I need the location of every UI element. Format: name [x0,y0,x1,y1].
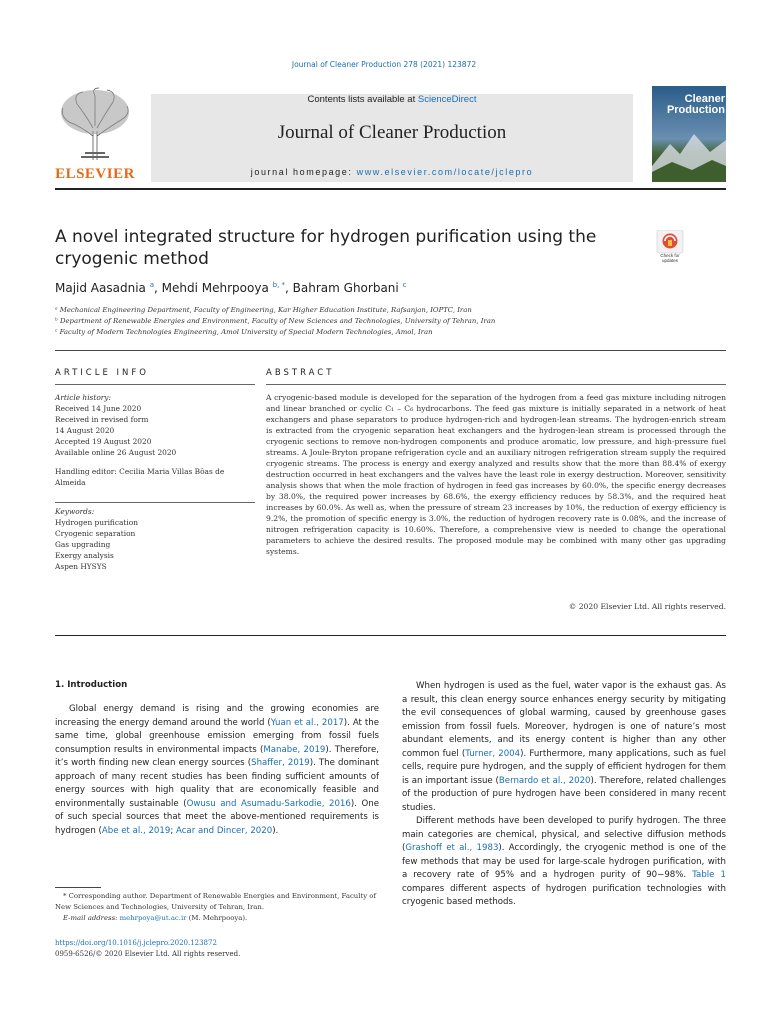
divider [55,635,726,636]
citation-link[interactable]: Abe et al., 2019 [101,825,171,836]
citation-link[interactable]: Turner, 2004 [465,748,521,759]
citation-link[interactable]: Shaffer, 2019 [251,758,310,768]
citation-link[interactable]: Yuan et al., 2017 [270,717,344,728]
email-suffix: (M. Mehrpooya). [186,914,248,922]
divider [55,502,255,503]
history-label: Article history: [55,393,111,402]
journal-citation[interactable]: Journal of Cleaner Production 278 (2021) 123872 [291,60,477,69]
footnote-rule [55,887,101,888]
author-name[interactable]: Majid Aasadnia [55,281,146,295]
email-link[interactable]: mehrpoya@ut.ac.ir [119,914,187,922]
homepage-prefix: journal homepage: [250,167,357,177]
citation-link[interactable]: Manabe, 2019 [263,744,326,755]
history-item: Received in revised form [55,415,149,424]
author-list: Majid Aasadnia $^a$, Mehdi Mehrpooya $^{b, *}$, Bahram Ghorbani $^c$ [55,281,407,295]
citation-link[interactable]: Grashoff et al., 1983 [405,843,499,853]
abstract-text: A cryogenic-based module is developed for the separation of the hydrogen from a feed gas mixture including nitrogen and linear branched or cyclic C₁ – C₆ hydrocarbons. The feed gas mixture is initially separated in a network of heat exchangers and phase separators to produce hydrogen-rich and hydrogen-lean streams. The hydrogen-enrich stream is extracted from the cryogenic separation heat exchangers and the hydrogen-lean stream is processed through the cryogenic sections to remove non-hydrogen components and produce aromatic, low pressure, and high-pressure fuel streams. A Joule-Bryton propane refrigeration cycle and an auxiliary nitrogen refrigeration stream supply the required cryogenic streams. The process is energy and exergy analyzed and results show that the more than 88.4% of exergy destruction occurred in heat exchangers and the valves have the least role in exergy destruction. Moreover, sensitivity analysis shows that when the mole fraction of hydrogen in feed gas increases by 60.0%, the specific energy decreases by 38.0%, the required power increases by 68.6%, the exergy efficiency reduces by 58.3%, and the required heat increases by 60.0%. As well as, when the pressure of stream 23 increases by 10%, the reduction of exergy efficiency is 9.2%, the promotion of specific energy is 3.0%, the reduction of hydrogen recovery rate is 0.08%, and the increase of nitrogen refrigeration capacity is 10.60%. Therefore, a comprehensive view is needed to change the operational parameters to achieve the desired results. The proposed module may be combined with many other gas upgrading systems. [266,393,726,556]
affiliation: ᵃ Mechanical Engineering Department, Faculty of Engineering, Kar Higher Education Institute, Rafsanjan, IOPTC, Iran [55,306,472,314]
article-history [55,392,255,458]
abstract-copyright: © 2020 Elsevier Ltd. All rights reserved. [568,602,726,611]
author-affil-mark[interactable]: a [149,281,155,289]
homepage-link[interactable]: www.elsevier.com/locate/jclepro [356,167,534,177]
keyword: Exergy analysis [55,551,114,560]
affiliation: ᵇ Department of Renewable Energies and Environment, Faculty of New Sciences and Technologies, University of Tehran, Iran [55,317,496,325]
elsevier-logo [55,86,135,182]
contents-prefix: Contents lists available at [307,94,418,105]
history-item: Accepted 19 August 2020 [55,437,152,446]
citation-link[interactable]: Table 1 [692,870,726,880]
divider [266,384,726,385]
keyword: Hydrogen purification [55,518,138,527]
sciencedirect-link[interactable]: ScienceDirect [417,94,477,105]
check-for-updates-icon [653,230,687,254]
affiliations [55,305,726,338]
abstract-heading: ABSTRACT [266,368,335,378]
cover-title-line-2: Production [666,104,725,116]
journal-name: Journal of Cleaner Production [277,122,507,143]
check-for-updates-badge[interactable] [653,230,687,266]
author-affil-mark[interactable]: b, * [272,281,286,289]
doi-link[interactable]: https://doi.org/10.1016/j.jclepro.2020.123872 [55,939,217,947]
keywords-label: Keywords: [55,507,95,516]
badge-text: Check for updates [660,253,680,263]
mountain-icon [652,126,726,182]
header-rule [55,188,726,190]
handling-editor: Handling editor: Cecilia Maria Villas Bôas de Almeida [55,467,225,487]
author-affil-mark[interactable]: c [402,281,407,289]
keyword: Aspen HYSYS [55,562,107,571]
footnote-email-line [55,913,379,924]
elsevier-tree-icon [55,86,135,162]
footnote [55,891,379,924]
cover-title-line-1: Cleaner [684,93,725,105]
body-column-right [402,680,726,910]
divider [55,350,726,351]
section-heading-introduction: 1. Introduction [55,680,128,690]
paragraph: Different methods have been developed to purify hydrogen. The three main categories are chemical, physical, and selective diffusion methods (Grashoff et al., 1983). Accordingly, the cryogenic method is one of the few methods that may be used for large-scale hydrogen purification, with a recovery rate of 95% and a hydrogen purity of 90−98%. Table 1 compares different aspects of hydrogen purification technologies with cryogenic based methods. [402,816,726,907]
contents-line [151,94,633,105]
keyword: Cryogenic separation [55,529,136,538]
keyword: Gas upgrading [55,540,111,549]
cover-title [655,94,725,116]
journal-cover[interactable] [652,86,726,182]
publisher-name: ELSEVIER [55,166,135,182]
affiliation: ᶜ Faculty of Modern Technologies Engineering, Amol University of Special Modern Technologies, Amol, Iran [55,328,433,336]
citation-link[interactable]: Acar and Dincer, 2020 [175,825,273,836]
history-item: Received 14 June 2020 [55,404,142,413]
divider [55,384,255,385]
article-info-heading: ARTICLE INFO [55,368,149,378]
author-name[interactable]: Mehdi Mehrpooya [161,281,269,295]
issn-line: 0959-6526/© 2020 Elsevier Ltd. All rights reserved. [55,949,241,958]
author-name[interactable]: Bahram Ghorbani [292,281,399,295]
citation-link[interactable]: Bernardo et al., 2020 [498,775,591,786]
article-title: A novel integrated structure for hydrogen purification using the cryogenic method [55,227,597,269]
paragraph: When hydrogen is used as the fuel, water vapor is the exhaust gas. As a result, this clean energy source enhances energy security by mitigating the evil consequences of global warming, caused by greenhouse gases emission from fossil fuels. Moreover, hydrogen is one of nature’s most abundant elements, and its energy content is higher than any other common fuel (Turner, 2004). Furthermore, many applications, such as fuel cells, require pure hydrogen, and the supply of efficient hydrogen for them is an important issue (Bernardo et al., 2020). Therefore, related challenges of the production of pure hydrogen have been considered in many recent studies. [402,681,727,813]
history-item: Available online 26 August 2020 [55,448,177,457]
homepage-line [151,167,633,177]
footnote-corresponding: * Corresponding author. Department of Renewable Energies and Environment, Faculty of New Sciences and Technologies, University of Tehran, Iran. [55,892,377,911]
journal-banner [151,94,633,182]
history-item: 14 August 2020 [55,426,115,435]
citation-link[interactable]: Owusu and Asumadu-Sarkodie, 2016 [186,798,351,809]
email-label: E-mail address: [63,914,120,922]
keywords [55,506,255,572]
body-column-left: Global energy demand is rising and the growing economies are increasing the energy demand around the world (Yuan et al., 2017). At the same time, global greenhouse emission emerging from fossil fuels consumption results in environmental impacts (Manabe, 2019). Therefore, it’s worth finding new clean energy sources (Shaffer, 2019). The dominant approach of many recent studies has been finding sufficient amounts of energy sources with high quality that are economically feasible and environmentally sustainable (Owusu and Asumadu-Sarkodie, 2016). One of such special sources that meet the above-mentioned requirements is hydrogen (Abe et al., 2019; Acar and Dincer, 2020). [55,704,380,836]
doi-block [55,938,379,959]
